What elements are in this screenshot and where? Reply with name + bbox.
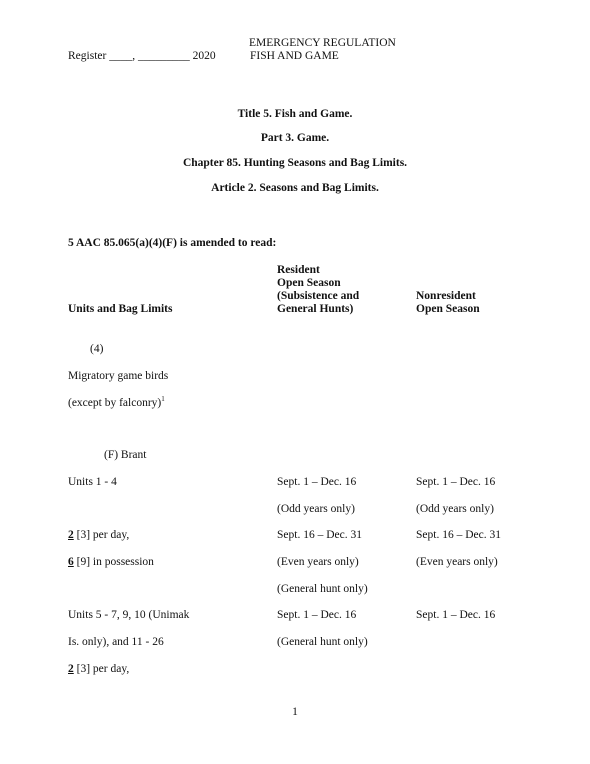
season-resident: (General hunt only)	[277, 583, 368, 595]
col-resident-line: Resident	[277, 264, 320, 276]
col-resident-line: (Subsistence and	[277, 290, 360, 302]
season-resident: (Odd years only)	[277, 503, 355, 515]
bag-old-value: [3] per day,	[73, 529, 130, 541]
season-resident: Sept. 1 – Dec. 16	[277, 476, 357, 488]
season-nonresident: (Even years only)	[416, 556, 498, 568]
bag-limit-per-day-2	[68, 662, 129, 676]
units-5-26-line2: Is. only), and 11 - 26	[68, 636, 164, 648]
col-resident-line: Open Season	[277, 277, 341, 289]
season-nonresident: (Odd years only)	[416, 503, 494, 515]
part-heading: Part 3. Game.	[260, 132, 330, 144]
bag2-old-value: [3] per day,	[73, 663, 130, 675]
col-resident-line: General Hunts)	[277, 303, 354, 315]
chapter-heading: Chapter 85. Hunting Seasons and Bag Limits.	[182, 157, 408, 169]
season-resident: (Even years only)	[277, 556, 359, 568]
season-nonresident: Sept. 1 – Dec. 16	[416, 609, 496, 621]
except-text: (except by falconry)	[68, 397, 162, 409]
season-resident: (General hunt only)	[277, 636, 368, 648]
units-5-26-line1: Units 5 - 7, 9, 10 (Unimak	[68, 609, 190, 621]
bag2-new-value: 2	[68, 663, 74, 675]
register-line: Register ____, _________ 2020	[68, 50, 216, 62]
poss-old-value: [9] in possession	[73, 556, 154, 568]
title-heading: Title 5. Fish and Game.	[237, 108, 353, 120]
header-dept: FISH AND GAME	[250, 50, 339, 62]
units-1-4: Units 1 - 4	[68, 476, 117, 488]
season-nonresident: Sept. 1 – Dec. 16	[416, 476, 496, 488]
season-resident: Sept. 1 – Dec. 16	[277, 609, 357, 621]
possession-limit	[68, 555, 154, 569]
header-title: EMERGENCY REGULATION	[249, 37, 396, 49]
bag-limit-per-day	[68, 528, 129, 542]
col-nonresident-line: Open Season	[416, 303, 480, 315]
migratory-birds: Migratory game birds	[68, 370, 169, 382]
bag-new-value: 2	[68, 529, 74, 541]
except-falconry	[68, 396, 165, 410]
col-nonresident-line: Nonresident	[416, 290, 476, 302]
poss-new-value: 6	[68, 556, 74, 568]
footnote-mark: 1	[161, 395, 165, 404]
paragraph-4: (4)	[90, 343, 104, 355]
amend-line: 5 AAC 85.065(a)(4)(F) is amended to read:	[68, 237, 277, 249]
season-resident: Sept. 16 – Dec. 31	[277, 529, 362, 541]
col-units-header: Units and Bag Limits	[68, 303, 173, 315]
page-number: 1	[292, 706, 298, 718]
article-heading: Article 2. Seasons and Bag Limits.	[211, 182, 379, 194]
brant-heading: (F) Brant	[104, 449, 147, 461]
season-nonresident: Sept. 16 – Dec. 31	[416, 529, 501, 541]
